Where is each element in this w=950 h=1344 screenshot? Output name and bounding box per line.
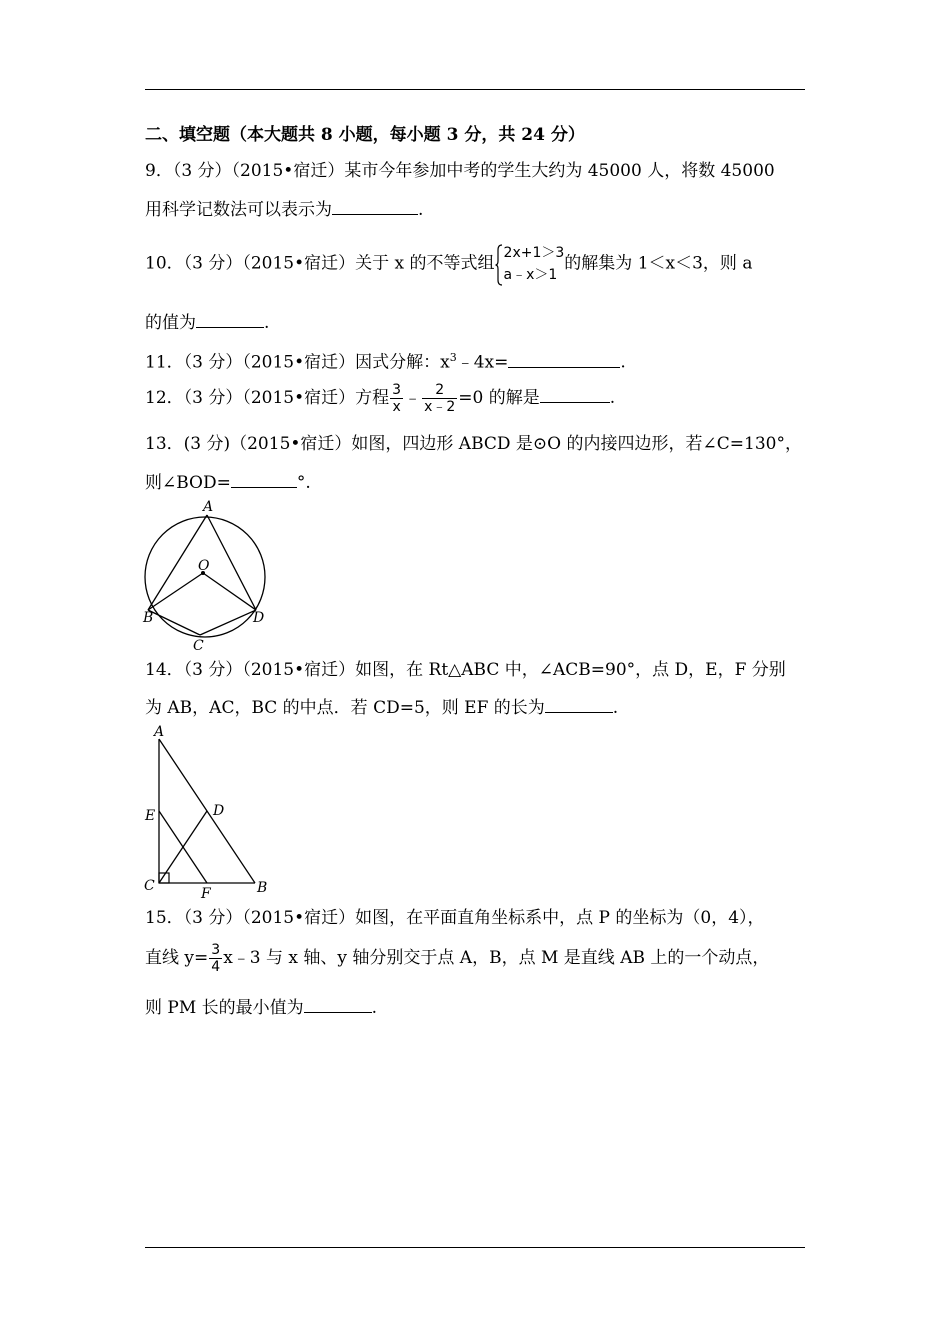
q12-suffix: =0 的解是 — [458, 388, 540, 408]
q15-prefix: 直线 y= — [145, 948, 209, 968]
segment-cd — [200, 610, 256, 635]
frac1-numerator: 3 — [392, 382, 402, 398]
label-o: O — [198, 558, 210, 574]
label-c: C — [144, 878, 155, 894]
q10-suffix: 的解集为 1＜x＜3，则 a — [564, 253, 753, 274]
segment-bc — [148, 610, 200, 635]
answer-blank-14[interactable] — [545, 696, 613, 713]
label-d: D — [213, 803, 225, 819]
segment-od — [203, 573, 256, 610]
fraction-3-over-4 — [209, 942, 222, 975]
q15-suffix: x﹣3 与 x 轴、y 轴分别交于点 A，B，点 M 是直线 AB 上的一个动点， — [223, 948, 770, 968]
question-14-line-1: 14．（3 分）（2015•宿迁）如图，在 Rt△ABC 中，∠ACB=90°，点 D，E，F 分别 — [145, 660, 786, 680]
inequality-1: 2x+1＞3 — [503, 245, 565, 261]
q11-exponent: 3 — [449, 351, 457, 364]
top-rule — [145, 89, 805, 90]
question-15-line-2 — [145, 938, 769, 978]
circle-o — [145, 517, 265, 637]
frac2-denominator: x﹣2 — [424, 399, 456, 415]
answer-blank-12[interactable] — [540, 386, 610, 403]
q14-text: 为 AB，AC，BC 的中点．若 CD=5，则 EF 的长为 — [145, 698, 545, 718]
q13-text: 则∠BOD= — [145, 473, 231, 493]
frac1-denominator: x — [390, 398, 403, 415]
answer-blank-11[interactable] — [508, 351, 620, 368]
q15-end: . — [371, 998, 378, 1018]
label-a: A — [203, 499, 214, 515]
q12-end: . — [609, 388, 616, 408]
question-12 — [145, 378, 615, 418]
q15-text: 则 PM 长的最小值为 — [145, 998, 304, 1018]
question-10-line-1 — [145, 242, 752, 286]
label-b: B — [143, 610, 154, 626]
question-11 — [145, 347, 626, 374]
answer-blank-9[interactable] — [332, 198, 418, 215]
label-e: E — [145, 808, 156, 824]
circle-figure — [138, 498, 278, 654]
segment-ad — [207, 515, 256, 610]
question-9-line-2 — [145, 198, 423, 221]
q12-minus: ﹣ — [404, 388, 422, 408]
q13-end: °. — [296, 473, 311, 493]
answer-blank-10[interactable] — [196, 311, 264, 328]
frac-numerator: 3 — [211, 942, 221, 958]
q9-end: . — [418, 200, 424, 220]
q9-text: 用科学记数法可以表示为 — [145, 200, 332, 220]
question-14-line-2 — [145, 696, 618, 719]
question-9-line-1: 9．（3 分）（2015•宿迁）某市今年参加中考的学生大约为 45000 人，将数 45000 — [145, 161, 775, 181]
label-b: B — [257, 880, 268, 896]
label-a: A — [154, 724, 165, 740]
answer-blank-13[interactable] — [231, 471, 297, 488]
bottom-rule — [145, 1247, 805, 1248]
fraction-2-over-x-minus-2 — [422, 382, 457, 415]
q11-end: . — [620, 352, 626, 373]
question-15-line-3 — [145, 996, 377, 1019]
q10-text: 的值为 — [145, 313, 196, 333]
frac-denominator: 4 — [211, 959, 221, 975]
fraction-3-over-x — [390, 382, 403, 415]
segment-ob — [148, 573, 203, 610]
q14-end: . — [612, 698, 619, 718]
q12-prefix: 12．（3 分）（2015•宿迁）方程 — [145, 388, 390, 408]
q11-mid: ﹣4x= — [456, 352, 509, 373]
section-heading: 二、填空题（本大题共 8 小题，每小题 3 分，共 24 分） — [145, 125, 585, 145]
label-f: F — [201, 886, 211, 900]
question-13-line-1: 13．(3 分)（2015•宿迁）如图，四边形 ABCD 是⊙O 的内接四边形，若∠C=130°， — [145, 434, 802, 454]
triangle-figure — [138, 722, 278, 900]
answer-blank-15[interactable] — [304, 996, 372, 1013]
question-10-line-2 — [145, 311, 269, 334]
label-c: C — [193, 638, 204, 654]
q10-prefix: 10．（3 分）（2015•宿迁）关于 x 的不等式组 — [145, 253, 495, 274]
frac2-numerator: 2 — [435, 382, 445, 398]
label-d: D — [253, 610, 265, 626]
brace-icon — [495, 244, 503, 286]
question-15-line-1: 15．（3 分）（2015•宿迁）如图，在平面直角坐标系中，点 P 的坐标为（0，4）， — [145, 908, 765, 928]
q11-prefix: 11．（3 分）（2015•宿迁）因式分解：x — [145, 352, 450, 373]
inequality-system — [495, 242, 565, 286]
question-13-line-2 — [145, 471, 311, 494]
inequality-2: a﹣x＞1 — [503, 267, 558, 283]
q10-end: . — [264, 313, 270, 333]
